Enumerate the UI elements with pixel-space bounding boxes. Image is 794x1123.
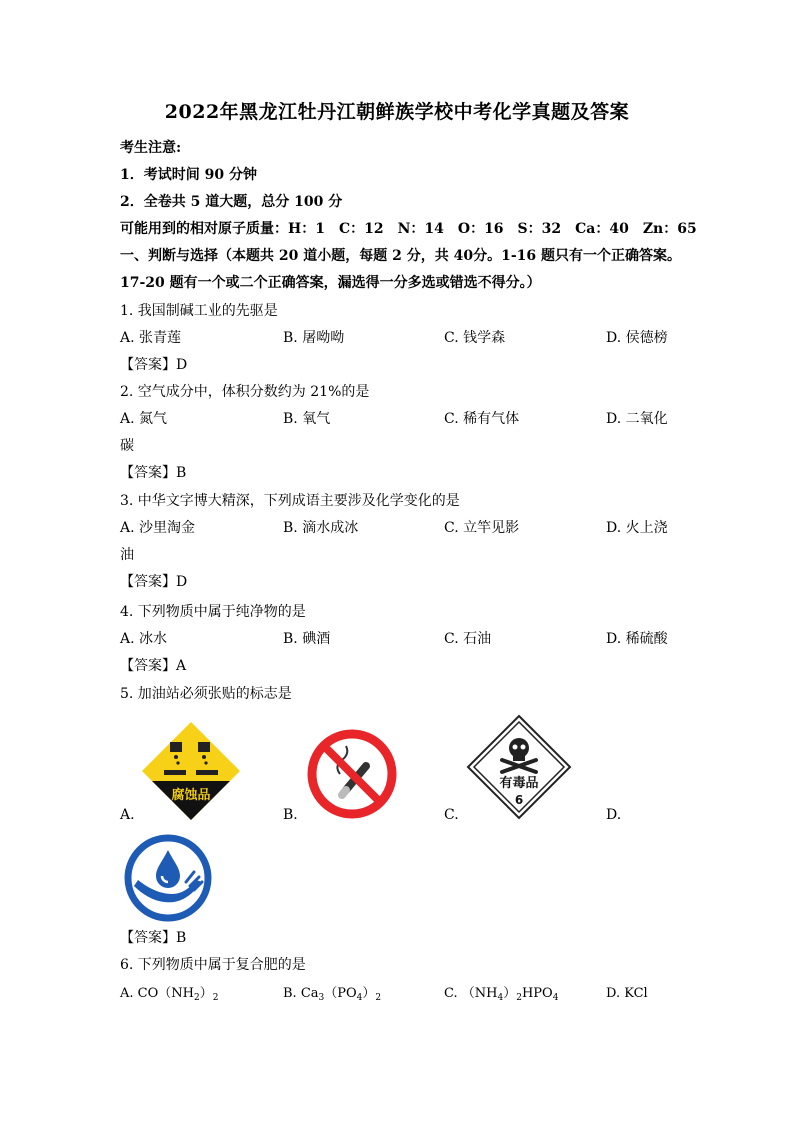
q3-answer: 【答案】D (120, 574, 188, 590)
q1-option-d: D. 侯德榜 (606, 330, 668, 346)
q6-option-b-subscript-2: 4 (356, 993, 363, 1003)
q6-option-b-subscript-1: 3 (318, 993, 325, 1003)
q4-option-c: C. 石油 (444, 631, 492, 647)
q6-option-b-subscript-3: 2 (375, 993, 382, 1003)
q6-option-d: D. KCl (606, 986, 648, 1001)
q1-stem: 1. 我国制碱工业的先驱是 (120, 303, 278, 319)
q4-option-a: A. 冰水 (120, 631, 168, 647)
document-title: 2022年黑龙江牡丹江朝鲜族学校中考化学真题及答案 (164, 101, 630, 123)
q1-option-c: C. 钱学森 (444, 330, 506, 346)
corrosive-sign-label: 腐蚀品 (171, 788, 211, 803)
q3-option-d: D. 火上浇 (606, 520, 668, 536)
q1-answer: 【答案】D (120, 357, 188, 373)
notes-line-2: 2．全卷共 5 道大题，总分 100 分 (120, 194, 343, 210)
q5-option-b: B. (283, 807, 298, 823)
q4-option-b: B. 碘酒 (283, 631, 331, 647)
q2-stem: 2. 空气成分中，体积分数约为 21%的是 (120, 384, 370, 400)
q6-option-a-subscript-2: 2 (212, 993, 219, 1003)
q2-option-d-continued: 碳 (120, 438, 134, 454)
q6-option-c-group: HPO (521, 986, 553, 1001)
q6-option-a-text: A. CO（NH (120, 986, 194, 1001)
q5-option-a: A. (120, 807, 135, 823)
q6-option-b-group: （PO (324, 986, 357, 1001)
q3-option-b: B. 滴水成冰 (283, 520, 359, 536)
toxic-sign-icon (466, 714, 572, 820)
q6-option-b (283, 985, 381, 1007)
section-1-instructions-1: 一、判断与选择（本题共 20 道小题，每题 2 分，共 40分。1-16 题只有一个正确答案。 (120, 248, 681, 264)
q6-option-b-text: B. Ca (283, 986, 319, 1001)
atomic-mass-line: 可能用到的相对原子质量：H：1 C：12 N：14 O：16 S：32 Ca：40 Zn：65 (120, 221, 697, 237)
q6-option-c-text: C. （NH (444, 986, 498, 1001)
q6-option-b-bracket: ） (362, 986, 376, 1001)
q2-option-d: D. 二氧化 (606, 411, 668, 427)
q5-option-d: D. (606, 807, 622, 823)
q6-option-c-bracket: ） (503, 986, 517, 1001)
notes-heading: 考生注意: (120, 140, 182, 156)
q1-option-b: B. 屠呦呦 (283, 330, 345, 346)
q5-option-c: C. (444, 807, 459, 823)
q3-option-c: C. 立竿见影 (444, 520, 520, 536)
q6-option-c-subscript-3: 4 (552, 993, 559, 1003)
q6-option-c-subscript-2: 2 (516, 993, 522, 1003)
q6-stem: 6. 下列物质中属于复合肥的是 (120, 957, 306, 973)
q6-option-a-subscript-1: 2 (193, 993, 200, 1003)
q3-option-a: A. 沙里淘金 (120, 520, 196, 536)
q6-option-a-bracket: ） (199, 986, 213, 1001)
section-1-instructions-2: 17-20 题有一个或二个正确答案，漏选得一分多选或错选不得分。） (120, 275, 541, 291)
q5-answer: 【答案】B (120, 930, 187, 946)
q2-option-a: A. 氮气 (120, 411, 168, 427)
q6-option-c-subscript-1: 4 (497, 993, 504, 1003)
q6-option-c (444, 985, 558, 1007)
notes-line-1: 1．考试时间 90 分钟 (120, 167, 257, 183)
q4-option-d: D. 稀硫酸 (606, 631, 668, 647)
q3-option-d-continued: 油 (120, 547, 134, 563)
toxic-sign-label: 有毒品 (499, 776, 539, 791)
q2-answer: 【答案】B (120, 465, 187, 481)
water-saving-sign-icon (124, 834, 212, 922)
q2-option-c: C. 稀有气体 (444, 411, 520, 427)
q2-option-b: B. 氧气 (283, 411, 331, 427)
toxic-sign-number: 6 (514, 793, 524, 807)
q4-answer: 【答案】A (120, 658, 187, 674)
no-smoking-sign-icon (306, 728, 398, 820)
q1-option-a: A. 张青莲 (120, 330, 182, 346)
q6-option-a (120, 985, 218, 1007)
corrosive-sign-icon (140, 720, 242, 822)
q5-stem: 5. 加油站必须张贴的标志是 (120, 686, 292, 702)
q4-stem: 4. 下列物质中属于纯净物的是 (120, 604, 306, 620)
q3-stem: 3. 中华文字博大精深，下列成语主要涉及化学变化的是 (120, 493, 460, 509)
